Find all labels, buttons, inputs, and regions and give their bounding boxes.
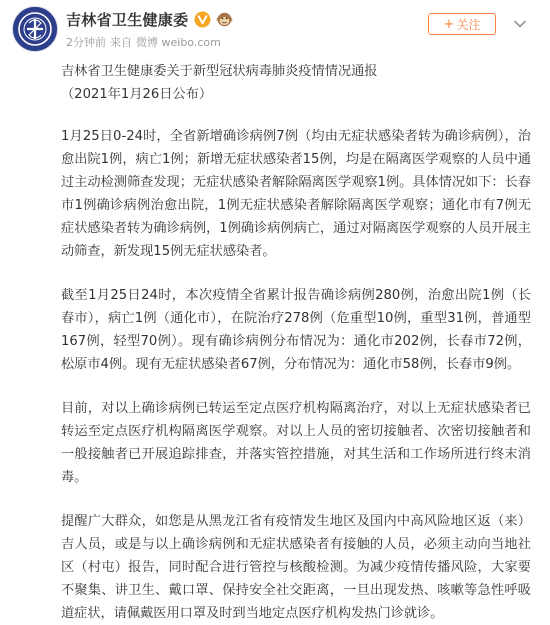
plus-icon: +: [443, 16, 455, 32]
post-source[interactable]: 微博 weibo.com: [136, 36, 221, 49]
post-date-line: （2021年1月26日公布）: [61, 87, 213, 102]
verified-v-badge-icon: [194, 11, 211, 28]
avatar[interactable]: [12, 6, 58, 52]
post-header: [0, 0, 550, 56]
chevron-down-icon: [514, 20, 526, 28]
account-name-row: [66, 8, 233, 30]
post-title: [61, 60, 531, 106]
source-prefix: 来自: [110, 36, 132, 49]
post-paragraph: 1月25日0-24时，全省新增确诊病例7例（均由无症状感染者转为确诊病例），治愈出院1例，病亡1例；新增无症状感染者15例，均是在隔离医学观察的人员中通过主动检测筛查发现；无症状感染者解除隔离医学观察1例。具体情况如下：长春市1例确诊病例治愈出院，1例无症状感染者解除隔离医学观察；通化市有7例无症状感染者转为确诊病例，1例确诊病例病亡，通过对隔离医学观察的人员开展主动筛查，新发现15例无症状感染者。: [61, 129, 531, 259]
post-meta: [66, 34, 221, 50]
more-menu-button[interactable]: [510, 14, 530, 34]
account-name[interactable]: 吉林省卫生健康委: [66, 10, 189, 29]
post-paragraph: 提醒广大群众，如您是从黑龙江省有疫情发生地区及国内中高风险地区返（来）吉人员，或是与以上确诊病例和无症状感染者有接触的人员，必须主动向当地社区（村屯）报告，同时配合进行管控与核酸检测。为减少疫情传播风险，大家要不聚集、讲卫生、戴口罩、保持安全社交距离，一旦出现发热、咳嗽等急性呼吸道症状，请佩戴医用口罩及时到当地定点医疗机构发热门诊就诊。: [61, 514, 531, 621]
follow-button[interactable]: [428, 13, 496, 35]
post-paragraph: 目前，对以上确诊病例已转运至定点医疗机构隔离治疗，对以上无症状感染者已转运至定点医疗机构隔离医学观察。对以上人员的密切接触者、次密切接触者和一般接触者已开展追踪排查，并落实管控措施，对其生活和工作场所进行终末消毒。: [61, 401, 531, 485]
post-paragraph: 截至1月25日24时，本次疫情全省累计报告确诊病例280例，治愈出院1例（长春市），病亡1例（通化市），在院治疗278例（危重型10例，重型31例，普通型167例，轻型70例）。现有确诊病例分布情况为：通化市202例，长春市72例，松原市4例。现有无症状感染者67例，分布情况为：通化市58例，长春市9例。: [61, 288, 531, 372]
health-commission-logo-icon: [13, 7, 57, 51]
monkey-face-icon: [216, 11, 233, 28]
post-title-line: 吉林省卫生健康委关于新型冠状病毒肺炎疫情情况通报: [61, 64, 378, 79]
post-content: [61, 60, 531, 625]
post-time[interactable]: 2分钟前: [66, 36, 106, 49]
follow-label: 关注: [456, 17, 481, 32]
